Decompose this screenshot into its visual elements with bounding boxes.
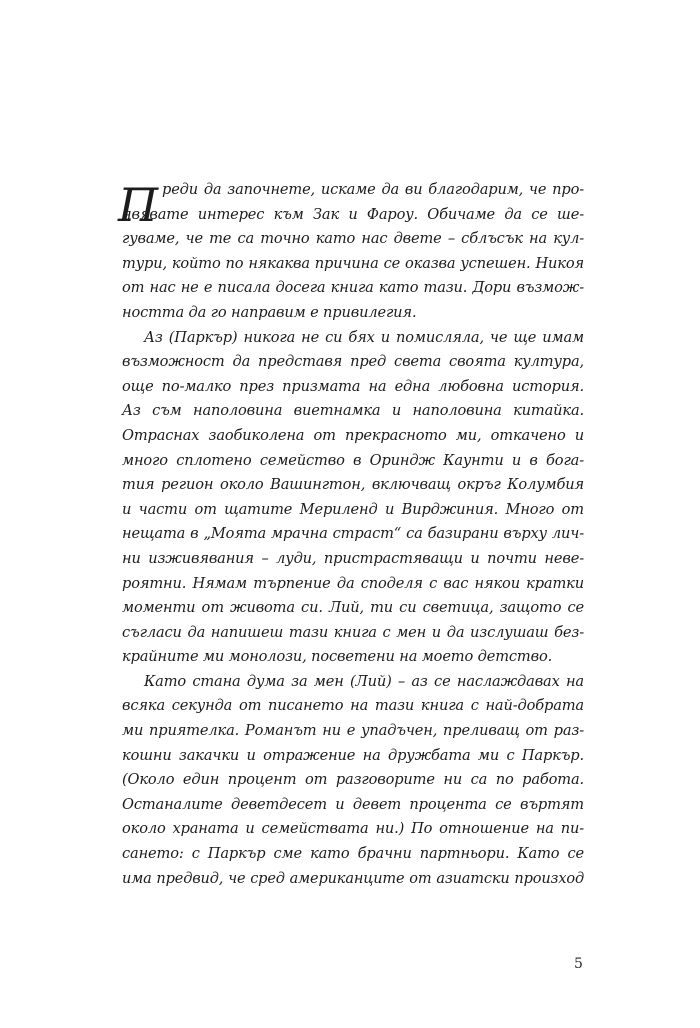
text-line: ни изживявания – луди, пристрастяващи и почти неве- [122,549,584,567]
text-line: Отраснах заобиколена от прекрасното ми, откачено и [122,426,584,444]
text-line: Аз съм наполовина виетнамка и наполовина китайка. [122,402,584,420]
text-line: Останалите деветдесет и девет процента се въртят [122,795,584,813]
text-line: Като стана дума за мен (Лий) – аз се наслаждавах на [144,672,584,690]
text-line: тури, който по някаква причина се оказва успешен. Никоя [122,254,584,272]
text-line: ми приятелка. Романът ни е упадъчен, преливащ от раз- [122,722,584,740]
text-line: (Около един процент от разговорите ни са по работа. [122,771,584,789]
text-line: и части от щатите Мериленд и Вирджиния. Много от [122,500,584,518]
text-line: възможност да представя пред света своята култура, [122,353,584,371]
text-line: реди да започнете, искаме да ви благодарим, че про- [162,181,584,198]
text-line: от нас не е писала досега книга като тази. Дори възмож- [122,279,584,297]
body-text [118,178,584,891]
text-line: всяка секунда от писането на тази книга с най-добрата [122,697,584,715]
text-line: има предвид, че сред американците от азиатски произход [122,870,584,887]
text-line: нещата в „Моята мрачна страст“ са базирани върху лич- [122,525,584,543]
drop-cap: П [118,178,159,232]
text-line: крайните ми монолози, посветени на моето детство. [122,648,553,666]
paragraph [122,178,584,326]
text-line: явявате интерес към Зак и Фароу. Обичаме да се ше- [122,205,584,223]
text-line: Аз (Паркър) никога не си бях и помисляла, че ще имам [144,328,584,346]
text-line: сането: с Паркър сме като брачни партньори. Като се [122,845,584,863]
page-number: 5 [574,956,583,972]
text-line: гуваме, че те са точно като нас двете – сблъсък на кул- [122,230,584,248]
text-line: много сплотено семейство в Ориндж Каунти и в бога- [122,451,584,469]
text-line: съгласи да напишеш тази книга с мен и да изслушаш без- [122,623,584,641]
text-line: ността да го направим е привилегия. [122,303,417,321]
paragraph [122,670,584,891]
paragraph [122,326,584,670]
text-line: още по-малко през призмата на една любовна история. [122,377,584,395]
text-line: роятни. Нямам търпение да споделя с вас някои кратки [122,574,584,592]
text-line: моменти от живота си. Лий, ти си светица, защото се [122,599,584,617]
text-line: кошни закачки и отражение на дружбата ми с Паркър. [122,746,584,764]
text-line: тия регион около Вашингтон, включващ окръг Колумбия [122,476,584,494]
text-line: около храната и семействата ни.) По отношение на пи- [122,820,584,838]
